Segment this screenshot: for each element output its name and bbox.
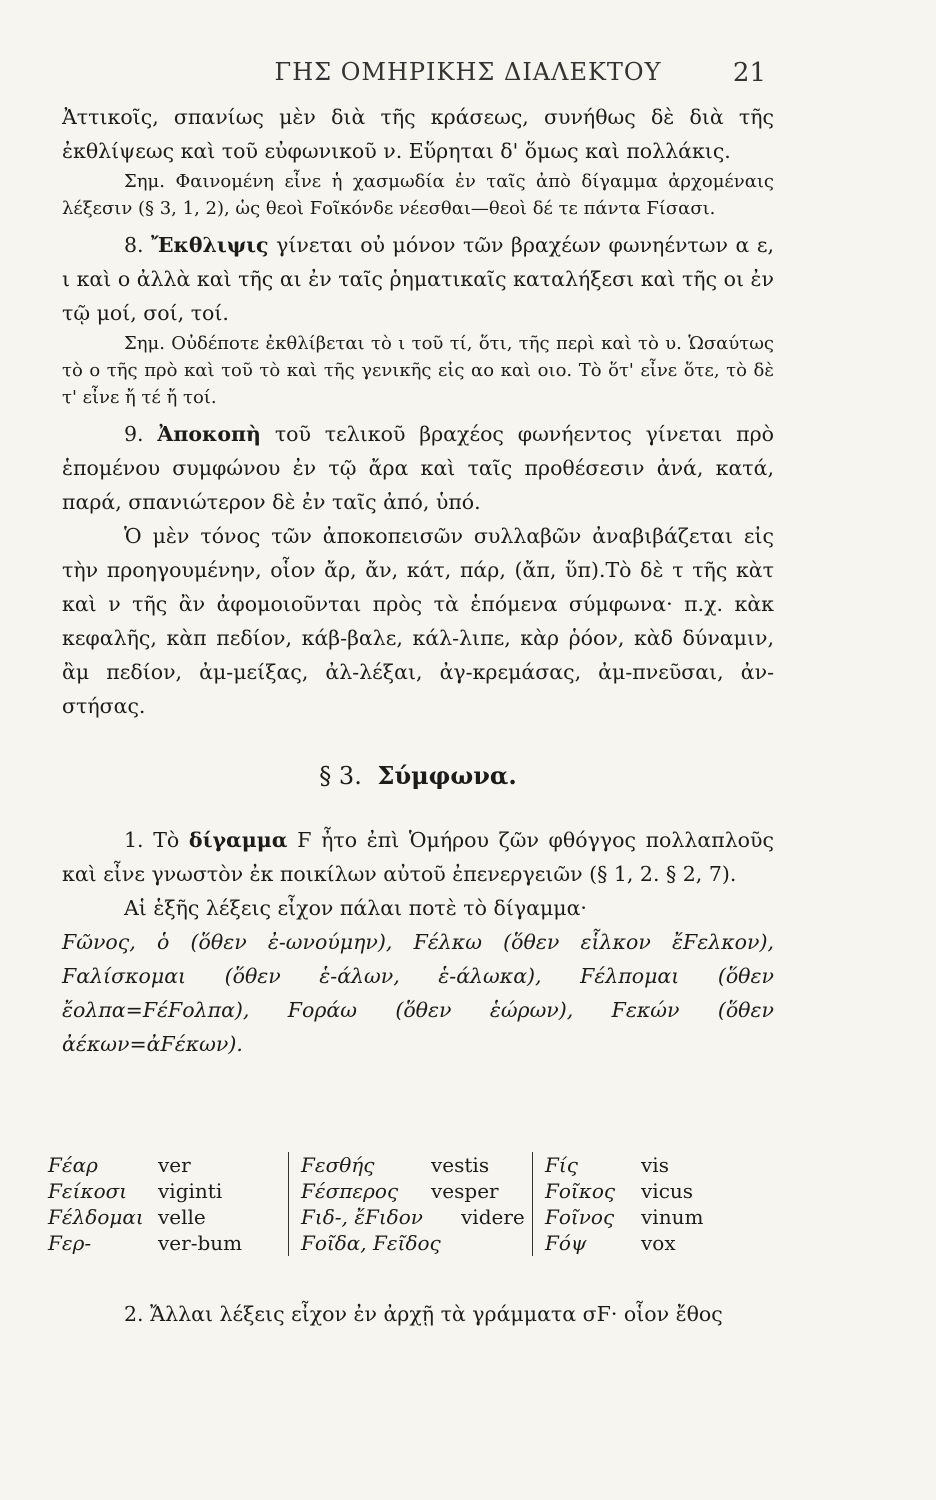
paragraph-continuation: Ἀττικοῖς, σπανίως μὲν διὰ τῆς κράσεως, συνήθως δὲ διὰ τῆς ἐκθλίψεως καὶ τοῦ εὐφωνικοῦ ν. Εὕρηται δ' ὅμως καὶ πολλάκις. [62,105,774,163]
vocab-column [532,1152,703,1256]
vocab-row [545,1178,703,1204]
greek-word: Ϝέλδομαι [48,1205,144,1229]
paragraph-text: ἦτο ἐπὶ Ὁμήρου ζῶν φθόγγος πολλαπλοῦς καὶ εἶνε γνωστὸν ἐκ ποικίλων αὐτοῦ ἐπενεργειῶν (§ 1, 2. § 2, 7). [62,828,774,886]
vocab-column [48,1152,242,1256]
greek-word: Ϝόψ [545,1231,587,1255]
section-sign: § 3. [319,762,362,790]
paragraph-number: 8. [124,233,144,257]
paragraph-text: τοῦ τελικοῦ βραχέος φωνήεντος γίνεται πρὸ ἑπομένου συμφώνου ἐν τῷ ἄρα καὶ ταῖς προθέσεσιν ἀνά, κατά, παρά, σπανιώτερον δὲ ἐν ταῖς ἀπό, ὑπό. [62,422,774,514]
paragraph-text: Ἄλλαι λέξεις εἶχον ἐν ἀρχῇ τὰ γράμματα σϜ· οἷον ἔθος [150,1301,723,1326]
greek-word: Ϝείκοσι [48,1179,128,1203]
vocab-row [545,1204,703,1230]
running-title: ΓΗΣ ΟΜΗΡΙΚΗΣ ΔΙΑΛΕΚΤΟΥ [274,58,662,86]
paragraph-number: 2. [124,1301,144,1326]
vocab-row [545,1152,703,1178]
latin-word: ver [158,1153,191,1177]
term-digamma: δίγαμμα [188,828,288,852]
latin-word: vinum [641,1205,704,1229]
vocab-row [301,1178,499,1204]
section-heading [62,759,774,793]
paragraph-number: 9. [124,422,144,446]
paragraph-accent: Ὁ μὲν τόνος τῶν ἀποκοπεισῶν συλλαβῶν ἀναβιβάζεται εἰς τὴν προηγουμένην, οἷον ἄρ, ἄν, κάτ, πάρ, (ἄπ, ὕπ).Τὸ δὲ τ τῆς κὰτ καὶ ν τῆς ἂν ἀφομοιοῦνται πρὸς τὰ ἑπόμενα σύμφωνα· π.χ. κὰκ κεφαλῆς, κὰπ πεδίον, κάβ-βαλε, κάλ-λιπε, κὰρ ῥόον, κὰδ δύναμιν, ἂμ πεδίον, ἀμ-μείξας, ἀλ-λέξαι, ἀγ-κρεμάσας, ἀμ-πνεῦσαι, ἀν-στήσας. [62,524,774,718]
vocab-row [301,1230,499,1256]
greek-word: Ϝιδ-, ἔϜιδον [301,1205,423,1229]
latin-word: vis [641,1153,669,1177]
paragraph-pre: Τὸ [153,828,180,852]
vocab-column [288,1152,525,1256]
latin-word: velle [158,1205,206,1229]
greek-word: Ϝερ- [48,1231,92,1255]
latin-word: vestis [431,1153,490,1177]
greek-word: Ϝοῖκος [545,1179,616,1203]
note-elision: Σημ. Οὐδέποτε ἐκθλίβεται τὸ ι τοῦ τί, ὅτι, τῆς περὶ καὶ τὸ υ. Ὡσαύτως τὸ ο τῆς πρὸ καὶ τοῦ τὸ καὶ τῆς γενικῆς εἰς αο καὶ οιο. Τὸ ὅτ' εἶνε ὅτε, τὸ δὲ τ' εἶνε ἤ τέ ἤ τοί. [62,333,774,408]
paragraph-elision [62,228,774,330]
digamma-symbol: Ϝ [297,828,312,852]
page-body [62,100,774,1061]
vocab-row [48,1152,242,1178]
vocab-row [545,1230,703,1256]
paragraph-examples: Ϝῶνος, ὁ (ὅθεν ἐ-ωνούμην), Ϝέλκω (ὅθεν εἷλκον ἔϜελκον), Ϝαλίσκομαι (ὅθεν ἑ-άλων, ἑ-άλωκα), Ϝέλπομαι (ὅθεν ἔολπα=ϜέϜολπα), Ϝοράω (ὅθεν ἑώρων), Ϝεκών (ὅθεν ἀέκων=ἀϜέκων). [62,930,774,1056]
latin-word: ver-bum [158,1231,243,1255]
paragraph-text: γίνεται οὐ μόνον τῶν βραχέων φωνηέντων α ε, ι καὶ ο ἀλλὰ καὶ τῆς αι ἐν ταῖς ῥηματικαῖς καταλήξεσι καὶ τῆς οι ἐν τῷ μοί, σοί, τοί. [62,233,774,325]
greek-word: Ϝεσθής [301,1153,375,1177]
vocab-row [301,1152,499,1178]
latin-word: vox [641,1231,676,1255]
paragraph-intro: Αἱ ἑξῆς λέξεις εἶχον πάλαι ποτὲ τὸ δίγαμμα· [124,896,587,920]
page-number: 21 [732,58,766,88]
paragraph-digamma [62,823,774,891]
vocab-row [48,1178,242,1204]
note-hiatus: Σημ. Φαινομένη εἶνε ἡ χασμωδία ἐν ταῖς ἀπὸ δίγαμμα ἀρχομέναις λέξεσιν (§ 3, 1, 2), ὡς θεοὶ Ϝοῖκόνδε νέεσθαι—θεοὶ δέ τε πάντα Ϝίσασι. [62,171,774,219]
greek-word: Ϝίς [545,1153,578,1177]
term-apocope: Ἀποκοπὴ [157,422,261,446]
page-header [0,58,936,98]
greek-word: Ϝοῖδα, Ϝεῖδος [301,1231,441,1255]
section-title: Σύμφωνα. [377,761,517,790]
greek-word: Ϝοῖνος [545,1205,615,1229]
latin-word: vesper [431,1179,499,1203]
vocab-row [48,1230,242,1256]
paragraph-number: 1. [124,828,144,852]
vocab-row [48,1204,242,1230]
paragraph-final [62,1297,774,1331]
latin-word: viginti [158,1179,223,1203]
latin-word-shared: videre [461,1205,525,1229]
latin-word: vicus [641,1179,694,1203]
term-elision: Ἔκθλιψις [151,233,269,257]
greek-word: Ϝέσπερος [301,1179,399,1203]
greek-word: Ϝέαρ [48,1153,98,1177]
paragraph-apocope [62,417,774,519]
